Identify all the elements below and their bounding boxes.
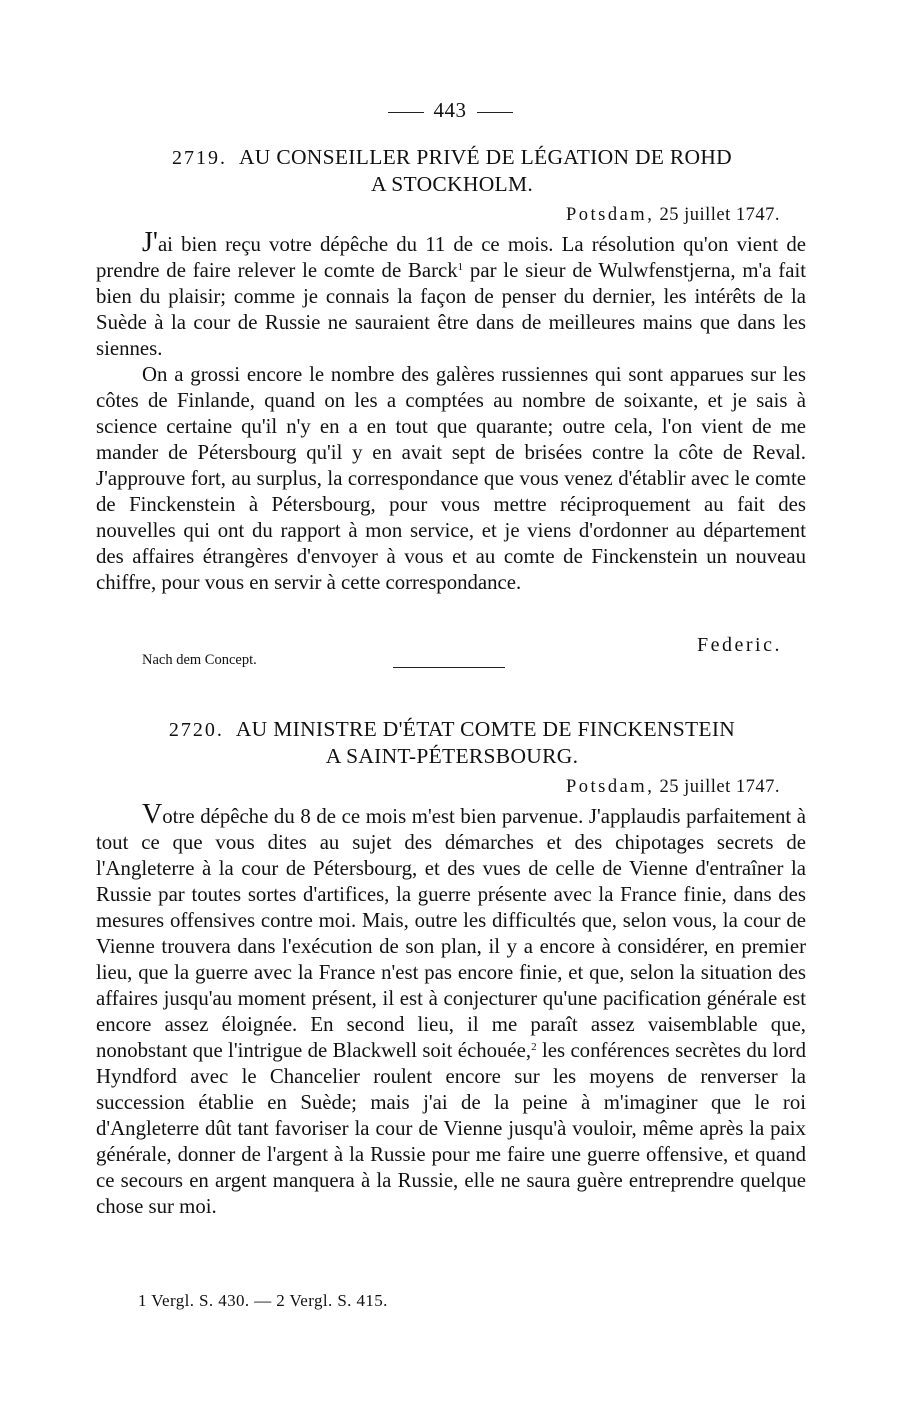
page-number-dash [388, 112, 424, 113]
recipient: AU MINISTRE D'ÉTAT COMTE DE FINCKENSTEIN [235, 717, 736, 741]
paragraph: On a grossi encore le nombre des galères russiennes qui sont apparues sur les côtes de Finlande, quand on les a comptées au nombre de soixante, et je sais à science certaine qu'il n'y en a en tout que quarante; outre cela, l'on vient de me mander de Pétersbourg qu'il y en avait sept de brisées contre la côte de Reval. J'approuve fort, au surplus, la correspondance que vous venez d'établir avec le comte de Finckenstein à Pétersbourg, pour vous mettre réciproquement au fait des nouvelles qui ont du rapport à mon service, et je viens d'ordonner au département des affaires étrangères d'envoyer à vous et au comte de Finckenstein un nouveau chiffre, pour vous en servir à cette correspondance. [96, 363, 806, 594]
footnote-ref: 2 [531, 1041, 537, 1053]
letter-body [96, 799, 806, 1220]
recipient-location: A STOCKHOLM. [370, 172, 534, 196]
heading-line-1 [96, 144, 808, 171]
page-number-dash [477, 112, 513, 113]
footnotes: 1 Vergl. S. 430. — 2 Vergl. S. 415. [138, 1291, 388, 1310]
letter-number: 2720. [168, 719, 224, 741]
paragraph: Votre dépêche du 8 de ce mois m'est bien parvenue. J'applaudis parfaitement à tout ce que vous dites au sujet des démarches et des chipotages secrets de l'Angleterre à la cour de Pétersbourg, et des vues de celle de Vienne d'entraîner la Russie par toutes sortes d'artifices, la guerre présente avec la France finie, dans des mesures offensives contre moi. Mais, outre les difficultés que, selon vous, la cour de Vienne trouvera dans l'exécution de son plan, il y a encore à considérer, en premier lieu, que la guerre avec la France n'est pas encore finie, et que, selon la situation des affaires jusqu'au moment présent, il est à conjecturer qu'une pacification générale est encore assez éloignée. En second lieu, il me paraît assez vaisemblable que, nonobstant que l'intrigue de Blackwell soit échouée,$^2$ les conférences secrètes du lord Hyndford avec le Chancelier roulent encore sur les moyens de renverser la succession établie en Suède; mais j'ai de la peine à m'imaginer que le roi d'Angleterre dût tant favoriser la cour de Vienne jusqu'à vouloir, même après la paix générale, donner de l'argent à la Russie pour me faire une guerre offensive, et quand ce secours en argent manquera à la Russie, elle ne saura guère entreprendre quelque chose sur moi. [96, 799, 806, 1218]
dateline [566, 777, 780, 798]
paragraph: J'ai bien reçu votre dépêche du 11 de ce mois. La résolution qu'on vient de prendre de faire relever le comte de Barck$^1$ par le sieur de Wulwfenstjerna, m'a fait bien du plaisir; comme je connais la façon de penser du dernier, les intérêts de la Suède à la cour de Russie ne sauraient être dans de meilleures mains que dans les siennes. [96, 227, 807, 360]
letter-heading [96, 144, 808, 197]
place: Potsdam, [565, 205, 655, 225]
page-number: 443 [0, 98, 900, 123]
footnote-ref: 1 [457, 261, 464, 273]
place: Potsdam, [565, 777, 655, 797]
recipient-location: A SAINT-PÉTERSBOURG. [325, 744, 579, 768]
letter-number: 2719. [171, 147, 227, 169]
dateline [566, 205, 780, 226]
recipient: AU CONSEILLER PRIVÉ DE LÉGATION DE ROHD [238, 145, 733, 169]
letter-body [96, 227, 807, 596]
date: 25 juillet 1747. [659, 205, 780, 225]
signature: Federic. [697, 634, 782, 656]
date: 25 juillet 1747. [659, 777, 780, 797]
section-divider [393, 667, 505, 668]
letter-heading [96, 716, 808, 769]
source-note: Nach dem Concept. [142, 652, 257, 668]
heading-line-1 [96, 716, 808, 743]
